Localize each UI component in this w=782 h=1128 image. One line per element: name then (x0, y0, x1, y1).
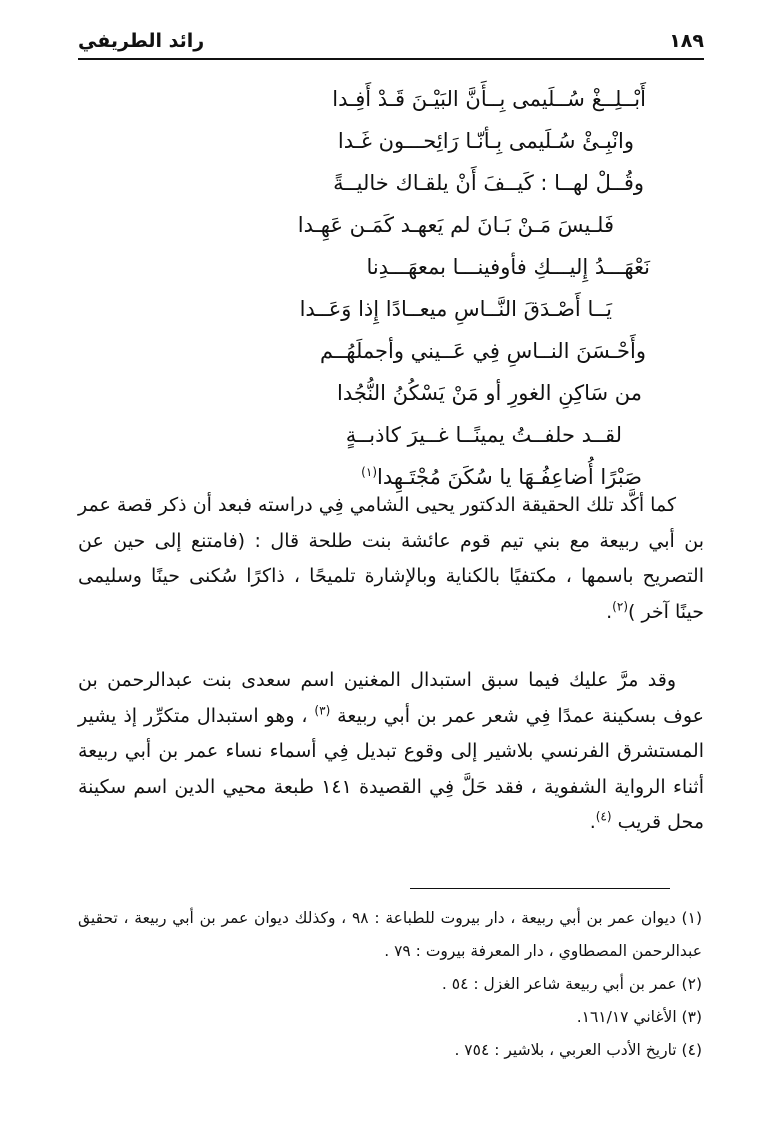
running-header (78, 26, 704, 56)
footnote-ref-2: (٢) (612, 599, 628, 614)
poem-verse: وقُــلْ لهــا : كَيــفَ أَنْ يلقـاك خاليــةً (333, 171, 644, 195)
footnote-ref-3: (٣) (314, 703, 331, 718)
poem-verse: وأَحْـسَنَ النــاسِ فِي عَــيني وأجملَهُــم (319, 339, 646, 363)
poem-verse: نَعْهَـــدُ إِليـــكِ فأوفينـــا بمعهَـــدِنا (366, 255, 650, 279)
footnote-ref-1: (١) (361, 465, 377, 479)
footnote-ref-4: (٤) (595, 809, 612, 824)
poem-verse: وانْبِـئْ سُـلَيمى بِـأنّـا رَائِحـــون غَـدا (337, 129, 634, 153)
header-rule (78, 58, 704, 60)
footnote-item: (٤) تاريخ الأدب العربي ، بلاشير : ٧٥٤ . (454, 1041, 702, 1059)
running-title: رائد الطريفي (78, 30, 205, 52)
footnote-separator (410, 888, 670, 889)
footnote-item: (١) ديوان عمر بن أبي ربيعة ، دار بيروت للطباعة : ٩٨ ، وكذلك ديوان عمر بن أبي ربيعة ، تحقيق عبدالرحمن المصطاوي ، دار المعرفة بيروت : ٧٩ . (78, 909, 702, 960)
poem-verse: صَبْرًا أُضاعِفُـهَا يا سُكَنَ مُجْتَـهِدا$^{(١)}$ (361, 465, 642, 489)
paragraph-2: وقد مرَّ عليك فيما سبق استبدال المغنين اسم سعدى بنت عبدالرحمن بن عوف بسكينة عمدًا فِي شعر عمر بن أبي ربيعة $^{(٣)}$ ، وهو استبدال متكرِّر إذ يشير المستشرق الفرنسي بلاشير إلى وقوع تبديل فِي أسماء نساء عمر بن أبي ربيعة أثناء الرواية الشفوية ، فقد حَلَّ فِي القصيدة ١٤١ طبعة محيي الدين اسم سكينة محل قريب $^{(٤)}$. (78, 669, 704, 833)
poem-verse: فَلـيسَ مَـنْ بَـانَ لم يَعهـد كَمَـن عَهِـدا (297, 213, 614, 237)
poem-verse: لقــد حلفــتُ يمينًــا غــيرَ كاذبــةٍ (345, 423, 622, 447)
paragraph-1: كما أكَّد تلك الحقيقة الدكتور يحيى الشامي فِي دراسته فبعد أن ذكر قصة عمر بن أبي ربيعة مع بني تيم قوم عائشة بنت طلحة قال : (فامتنع إلى حين عن التصريح باسمها ، مكتفيًا بالكناية وبالإشارة تلميحًا ، ذاكرًا سُكنى حينًا وسليمى حينًا آخر )$^{(٢)}$. (78, 494, 704, 623)
poem (130, 78, 652, 498)
footnote-item: (٣) الأغاني ١٦١/١٧. (576, 1008, 702, 1026)
footnotes (78, 902, 704, 1067)
page-number: ١٨٩ (669, 30, 704, 52)
poem-verse: من سَاكِنِ الغورِ أو مَنْ يَسْكُنُ النُّجُدا (337, 381, 642, 405)
footnote-item: (٢) عمر بن أبي ربيعة شاعر الغزل : ٥٤ . (441, 975, 702, 993)
poem-verse: أَبْــلِــغْ سُــلَيمى بِــأَنَّ البَيْـنَ قَـدْ أَفِـدا (332, 87, 646, 111)
poem-verse: يَــا أَصْـدَقَ النَّــاسِ ميعــادًا إِذا وَعَــدا (299, 297, 612, 321)
